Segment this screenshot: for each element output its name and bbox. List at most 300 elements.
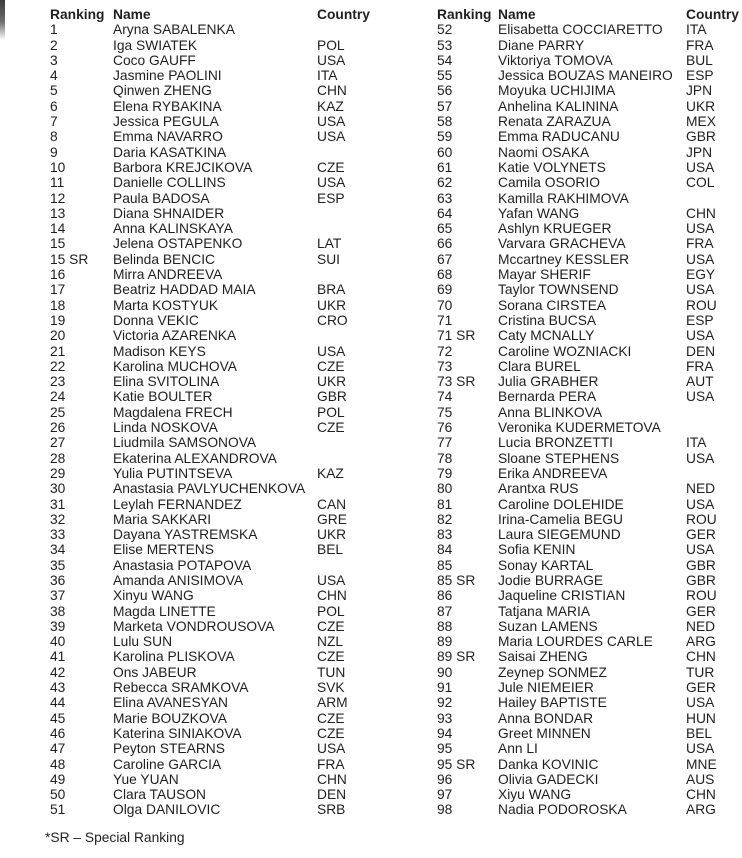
table-row [437, 512, 742, 527]
player-name-cell: Olga DANILOVIC [113, 802, 221, 818]
country-cell: USA [686, 496, 715, 512]
player-name-cell: Greet MINNEN [498, 725, 591, 741]
rank-cell: 21 [50, 343, 66, 359]
table-row [437, 145, 742, 160]
player-name-cell: Yue YUAN [113, 771, 179, 787]
rank-cell: 60 [437, 144, 453, 160]
player-name-cell: Magda LINETTE [113, 603, 216, 619]
player-name-cell: Lulu SUN [113, 634, 173, 650]
rank-cell: 17 [50, 282, 66, 298]
player-name-cell: Linda NOSKOVA [113, 420, 218, 436]
player-name-cell: Maria SAKKARI [113, 511, 212, 527]
rank-cell: 96 [437, 771, 453, 787]
player-name-cell: Anastasia PAVLYUCHENKOVA [113, 481, 306, 497]
rank-cell: 22 [50, 358, 66, 374]
rank-cell: 39 [50, 618, 66, 634]
table-body [50, 22, 440, 817]
country-cell: DEN [686, 343, 716, 359]
rank-cell: 68 [437, 267, 453, 283]
table-row [50, 420, 440, 435]
player-name-cell: Olivia GADECKI [498, 771, 599, 787]
table-row [50, 405, 440, 420]
rank-cell: 87 [437, 603, 453, 619]
rank-cell: 3 [50, 52, 58, 68]
table-row [50, 252, 440, 267]
rank-cell: 30 [50, 481, 66, 497]
country-cell [317, 22, 389, 37]
rank-cell: 4 [50, 68, 58, 84]
rank-cell: 86 [437, 588, 453, 604]
table-row [50, 22, 440, 37]
player-name-cell: Liudmila SAMSONOVA [113, 435, 257, 451]
player-name-cell: Ons JABEUR [113, 664, 197, 680]
table-row [50, 695, 440, 710]
player-name-cell: Elina AVANESYAN [113, 695, 229, 711]
table-row [437, 328, 742, 343]
table-row [437, 313, 742, 328]
player-name-cell: Barbora KREJCIKOVA [113, 159, 253, 175]
table-row [50, 267, 440, 282]
table-row [437, 665, 742, 680]
player-name-cell: Suzan LAMENS [498, 618, 598, 634]
player-name-cell: Katerina SINIAKOVA [113, 725, 242, 741]
rank-cell: 9 [50, 144, 58, 160]
player-name-cell: Elina SVITOLINA [113, 374, 220, 390]
country-cell: CHN [317, 83, 347, 99]
country-cell: POL [317, 603, 345, 619]
table-row [437, 711, 742, 726]
player-name-cell: Anastasia POTAPOVA [113, 557, 252, 573]
country-cell: GBR [686, 572, 716, 588]
table-row [50, 435, 440, 450]
ranking-column-header: Ranking [50, 7, 105, 22]
country-cell: CHN [686, 649, 716, 665]
table-row [50, 114, 440, 129]
table-row [50, 451, 440, 466]
table-row [437, 389, 742, 404]
player-name-cell: Bernarda PERA [498, 389, 597, 405]
player-name-cell: Caty MCNALLY [498, 328, 595, 344]
country-cell: MNE [686, 756, 717, 772]
player-name-cell: Camila OSORIO [498, 175, 600, 191]
country-cell [317, 435, 389, 450]
table-row [437, 405, 742, 420]
country-cell: CZE [317, 618, 345, 634]
player-name-cell: Belinda BENCIC [113, 251, 215, 267]
player-name-cell: Marketa VONDROUSOVA [113, 618, 275, 634]
player-name-cell: Saisai ZHENG [498, 649, 588, 665]
country-cell: USA [686, 741, 715, 757]
table-row [50, 466, 440, 481]
rank-cell: 91 [437, 680, 453, 696]
rank-cell: 92 [437, 695, 453, 711]
rank-cell: 56 [437, 83, 453, 99]
table-row [50, 512, 440, 527]
player-name-cell: Lucia BRONZETTI [498, 435, 613, 451]
country-cell: CRO [317, 312, 348, 328]
rank-cell: 14 [50, 221, 66, 237]
player-name-cell: Jelena OSTAPENKO [113, 236, 243, 252]
country-cell: SRB [317, 802, 346, 818]
country-cell: SUI [317, 251, 340, 267]
table-row [437, 466, 742, 481]
player-name-cell: Peyton STEARNS [113, 741, 225, 757]
player-name-cell: Taylor TOWNSEND [498, 282, 619, 298]
rank-cell: 58 [437, 114, 453, 130]
country-cell [317, 145, 389, 160]
table-row [437, 497, 742, 512]
rank-cell: 24 [50, 389, 66, 405]
player-name-cell: Maria LOURDES CARLE [498, 634, 653, 650]
player-name-cell: Aryna SABALENKA [113, 22, 235, 38]
country-cell: FRA [686, 358, 714, 374]
rank-cell: 59 [437, 129, 453, 145]
player-name-cell: Irina-Camelia BEGU [498, 511, 623, 527]
table-row [437, 374, 742, 389]
table-row [437, 160, 742, 175]
table-row [50, 619, 440, 634]
player-name-cell: Ashlyn KRUEGER [498, 221, 612, 237]
country-cell: POL [317, 37, 345, 53]
table-row [50, 160, 440, 175]
country-cell: USA [686, 328, 715, 344]
table-row [50, 558, 440, 573]
player-name-cell: Diana SHNAIDER [113, 205, 225, 221]
rank-cell: 8 [50, 129, 58, 145]
rank-cell: 44 [50, 695, 66, 711]
country-cell: NED [686, 481, 716, 497]
player-name-cell: Caroline GARCIA [113, 756, 222, 772]
player-name-cell: Emma NAVARRO [113, 129, 223, 145]
table-row [50, 129, 440, 144]
sr-footnote: *SR – Special Ranking [45, 830, 185, 845]
player-name-cell: Julia GRABHER [498, 374, 599, 390]
rank-cell: 12 [50, 190, 66, 206]
country-cell: USA [686, 221, 715, 237]
player-name-cell: Coco GAUFF [113, 52, 196, 68]
player-name-cell: Zeynep SONMEZ [498, 664, 607, 680]
country-cell: SVK [317, 680, 345, 696]
player-name-cell: Hailey BAPTISTE [498, 695, 607, 711]
table-header-row [50, 7, 440, 22]
table-row [50, 374, 440, 389]
country-cell: USA [686, 251, 715, 267]
table-row [50, 542, 440, 557]
country-cell [686, 191, 742, 206]
table-row [50, 497, 440, 512]
country-cell: ESP [686, 312, 714, 328]
table-row [437, 435, 742, 450]
table-row [50, 680, 440, 695]
rank-cell: 11 [50, 175, 65, 191]
player-name-cell: Sloane STEPHENS [498, 450, 620, 466]
rank-cell: 70 [437, 297, 453, 313]
country-cell: GER [686, 527, 716, 543]
rank-cell: 54 [437, 52, 453, 68]
table-row [437, 221, 742, 236]
table-row [437, 298, 742, 313]
rank-cell: 7 [50, 114, 58, 130]
scan-edge-artifact [0, 0, 5, 40]
player-name-cell: Iga SWIATEK [113, 37, 198, 53]
rank-cell: 95 SR [437, 756, 476, 772]
player-name-cell: Nadia PODOROSKA [498, 802, 627, 818]
country-cell: MEX [686, 114, 716, 130]
rank-cell: 46 [50, 725, 66, 741]
table-row [50, 772, 440, 787]
table-row [437, 191, 742, 206]
country-cell: ESP [686, 68, 714, 84]
rank-cell: 51 [50, 802, 66, 818]
country-cell: USA [317, 343, 346, 359]
rank-cell: 23 [50, 374, 66, 390]
country-cell: NZL [317, 634, 344, 650]
rank-cell: 41 [50, 649, 66, 665]
rank-cell: 48 [50, 756, 66, 772]
player-name-cell: Victoria AZARENKA [113, 328, 237, 344]
table-row [50, 282, 440, 297]
table-row [437, 634, 742, 649]
country-cell: DEN [317, 787, 347, 803]
country-cell: ROU [686, 297, 717, 313]
country-cell [686, 466, 742, 481]
table-row [437, 68, 742, 83]
rank-cell: 10 [50, 159, 66, 175]
table-row [50, 711, 440, 726]
rank-cell: 71 [437, 312, 453, 328]
country-cell [317, 267, 389, 282]
rank-cell: 98 [437, 802, 453, 818]
country-cell: ARG [686, 634, 716, 650]
table-row [50, 573, 440, 588]
table-row [50, 726, 440, 741]
player-name-cell: Emma RADUCANU [498, 129, 620, 145]
table-row [437, 420, 742, 435]
table-row [437, 619, 742, 634]
rank-cell: 55 [437, 68, 453, 84]
player-name-cell: Danielle COLLINS [113, 175, 226, 191]
rank-cell: 6 [50, 98, 58, 114]
country-cell: CZE [317, 159, 345, 175]
table-row [437, 726, 742, 741]
country-cell: ARG [686, 802, 716, 818]
country-cell: USA [317, 129, 346, 145]
rank-cell: 13 [50, 205, 66, 221]
player-name-cell: Clara TAUSON [113, 787, 207, 803]
rank-cell: 83 [437, 527, 453, 543]
player-name-cell: Xinyu WANG [113, 588, 194, 604]
rank-cell: 43 [50, 680, 66, 696]
player-name-cell: Marta KOSTYUK [113, 297, 219, 313]
country-cell: CHN [317, 771, 347, 787]
rank-cell: 64 [437, 205, 453, 221]
table-row [50, 359, 440, 374]
rank-cell: 69 [437, 282, 453, 298]
table-row [437, 114, 742, 129]
country-cell: TUR [686, 664, 715, 680]
country-cell: GER [686, 680, 716, 696]
player-name-cell: Anhelina KALININA [498, 98, 619, 114]
country-cell [317, 328, 389, 343]
table-row [437, 206, 742, 221]
country-cell: ROU [686, 588, 717, 604]
country-cell: CHN [317, 588, 347, 604]
country-cell: GBR [686, 129, 716, 145]
country-cell: UKR [686, 98, 716, 114]
country-cell [317, 451, 389, 466]
player-name-cell: Sofia KENIN [498, 542, 576, 558]
player-name-cell: Yafan WANG [498, 205, 580, 221]
table-row [50, 206, 440, 221]
rank-cell: 15 SR [50, 251, 89, 267]
player-name-cell: Elise MERTENS [113, 542, 214, 558]
player-name-cell: Diane PARRY [498, 37, 585, 53]
player-name-cell: Karolina MUCHOVA [113, 358, 237, 374]
table-row [437, 282, 742, 297]
country-cell: ESP [317, 190, 345, 206]
rank-cell: 45 [50, 710, 66, 726]
table-row [437, 680, 742, 695]
player-name-cell: Paula BADOSA [113, 190, 210, 206]
ranking-column-header: Ranking [437, 7, 492, 22]
table-row [437, 695, 742, 710]
table-row [50, 588, 440, 603]
player-name-cell: Mayar SHERIF [498, 267, 591, 283]
country-cell: EGY [686, 267, 716, 283]
country-cell [317, 481, 389, 496]
table-body [437, 22, 742, 817]
country-column-header: Country [686, 7, 739, 22]
country-cell: CZE [317, 420, 345, 436]
country-cell: BEL [317, 542, 344, 558]
table-row [437, 787, 742, 802]
table-row [437, 481, 742, 496]
table-row [50, 649, 440, 664]
country-cell: JPN [686, 83, 713, 99]
player-name-cell: Jasmine PAOLINI [113, 68, 222, 84]
country-column-header: Country [317, 7, 370, 22]
country-cell: BRA [317, 282, 346, 298]
rank-cell: 80 [437, 481, 453, 497]
country-cell: CHN [686, 205, 716, 221]
player-name-cell: Yulia PUTINTSEVA [113, 465, 233, 481]
table-row [437, 22, 742, 37]
player-name-cell: Mccartney KESSLER [498, 251, 630, 267]
player-name-cell: Jaqueline CRISTIAN [498, 588, 626, 604]
rank-cell: 26 [50, 420, 66, 436]
player-name-cell: Jodie BURRAGE [498, 572, 604, 588]
rank-cell: 52 [437, 22, 453, 38]
player-name-cell: Leylah FERNANDEZ [113, 496, 242, 512]
table-row [50, 99, 440, 114]
player-name-cell: Tatjana MARIA [498, 603, 591, 619]
table-row [437, 527, 742, 542]
player-name-cell: Anna BONDAR [498, 710, 594, 726]
rank-cell: 66 [437, 236, 453, 252]
country-cell [686, 420, 742, 435]
player-name-cell: Anna KALINSKAYA [113, 221, 233, 237]
country-cell: POL [317, 404, 345, 420]
table-row [437, 573, 742, 588]
rank-cell: 73 SR [437, 374, 476, 390]
rank-cell: 31 [50, 496, 66, 512]
table-row [50, 344, 440, 359]
table-row [50, 145, 440, 160]
country-cell: AUT [686, 374, 714, 390]
player-name-cell: Cristina BUCSA [498, 312, 597, 328]
rank-cell: 73 [437, 358, 453, 374]
table-row [50, 175, 440, 190]
country-cell: UKR [317, 297, 347, 313]
country-cell: HUN [686, 710, 716, 726]
rank-cell: 65 [437, 221, 453, 237]
rank-cell: 82 [437, 511, 453, 527]
table-row [437, 129, 742, 144]
rank-cell: 40 [50, 634, 66, 650]
country-cell [317, 558, 389, 573]
player-name-cell: Dayana YASTREMSKA [113, 527, 258, 543]
country-cell [686, 405, 742, 420]
table-row [50, 665, 440, 680]
table-row [437, 588, 742, 603]
rank-cell: 29 [50, 465, 66, 481]
country-cell: ARM [317, 695, 348, 711]
rank-cell: 57 [437, 98, 453, 114]
rank-cell: 2 [50, 37, 58, 53]
country-cell: CZE [317, 710, 345, 726]
player-name-cell: Arantxa RUS [498, 481, 579, 497]
country-cell [317, 206, 389, 221]
player-name-cell: Clara BUREL [498, 358, 581, 374]
player-name-cell: Donna VEKIC [113, 312, 199, 328]
rank-cell: 76 [437, 420, 453, 436]
rank-cell: 32 [50, 511, 66, 527]
table-row [50, 328, 440, 343]
rank-cell: 15 [50, 236, 66, 252]
table-row [50, 527, 440, 542]
country-cell: USA [317, 114, 346, 130]
rank-cell: 16 [50, 267, 66, 283]
table-row [50, 604, 440, 619]
player-name-cell: Marie BOUZKOVA [113, 710, 227, 726]
country-cell: UKR [317, 527, 347, 543]
player-name-cell: Daria KASATKINA [113, 144, 227, 160]
table-row [437, 604, 742, 619]
player-name-cell: Erika ANDREEVA [498, 465, 608, 481]
player-name-cell: Karolina PLISKOVA [113, 649, 235, 665]
player-name-cell: Viktoriya TOMOVA [498, 52, 613, 68]
rank-cell: 20 [50, 328, 66, 344]
table-row [437, 99, 742, 114]
player-name-cell: Veronika KUDERMETOVA [498, 420, 661, 436]
player-name-cell: Sorana CIRSTEA [498, 297, 607, 313]
rank-cell: 28 [50, 450, 66, 466]
country-cell: GRE [317, 511, 347, 527]
player-name-cell: Kamilla RAKHIMOVA [498, 190, 629, 206]
country-cell: NED [686, 618, 716, 634]
country-cell: GBR [686, 557, 716, 573]
rank-cell: 78 [437, 450, 453, 466]
country-cell: CZE [317, 725, 345, 741]
rank-cell: 5 [50, 83, 58, 99]
rank-cell: 25 [50, 404, 66, 420]
country-cell: BUL [686, 52, 713, 68]
rank-cell: 85 SR [437, 572, 476, 588]
rank-cell: 34 [50, 542, 66, 558]
player-name-cell: Jule NIEMEIER [498, 680, 594, 696]
rank-cell: 84 [437, 542, 453, 558]
country-cell: COL [686, 175, 715, 191]
